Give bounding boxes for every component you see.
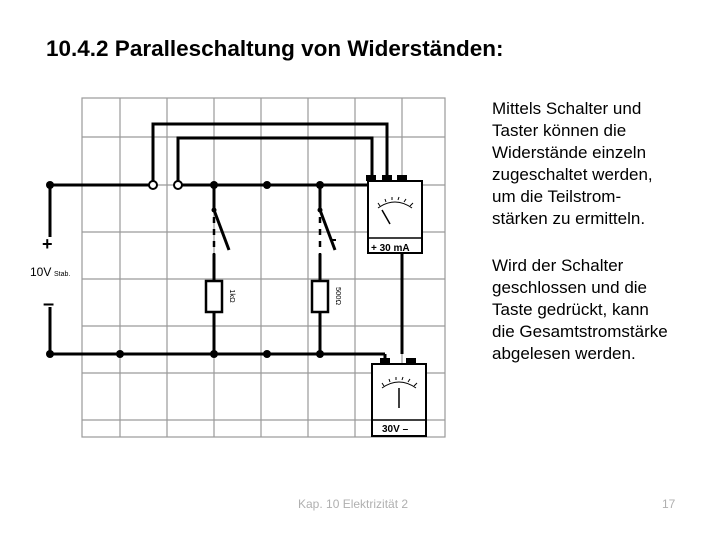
supply-voltage-label: 10V <box>30 265 52 279</box>
resistor-1-label: 1kΩ <box>228 289 237 303</box>
footer-page-number: 17 <box>662 497 676 511</box>
ammeter <box>366 175 422 254</box>
resistor-2 <box>312 281 343 312</box>
footer-chapter: Kap. 10 Elektrizität 2 <box>298 497 409 511</box>
supply-minus-label: – <box>43 293 55 315</box>
supply-plus-label: + <box>42 234 53 254</box>
circuit-diagram <box>30 92 450 442</box>
ammeter-label: + 30 mA <box>371 243 410 254</box>
circuit-wires <box>50 124 402 364</box>
description-paragraph-1: Mittels Schalter und Taster können die Widerstände einzeln zugeschaltet werden, um die Teilstrom- stärken zu ermitteln. <box>492 99 653 228</box>
description-paragraph-2: Wird der Schalter geschlossen und die Taste gedrückt, kann die Gesamtstromstärke abgelesen werden. <box>492 256 668 363</box>
junctions <box>46 181 324 358</box>
switch-1 <box>212 208 217 213</box>
resistor-1 <box>206 281 237 312</box>
supply-type-label: Stab. <box>54 271 71 278</box>
page-title: 10.4.2 Paralleschaltung von Widerständen: <box>46 36 504 61</box>
voltmeter <box>372 358 426 436</box>
voltmeter-label: 30V – <box>382 424 409 435</box>
resistor-2-label: 500Ω <box>334 286 343 306</box>
